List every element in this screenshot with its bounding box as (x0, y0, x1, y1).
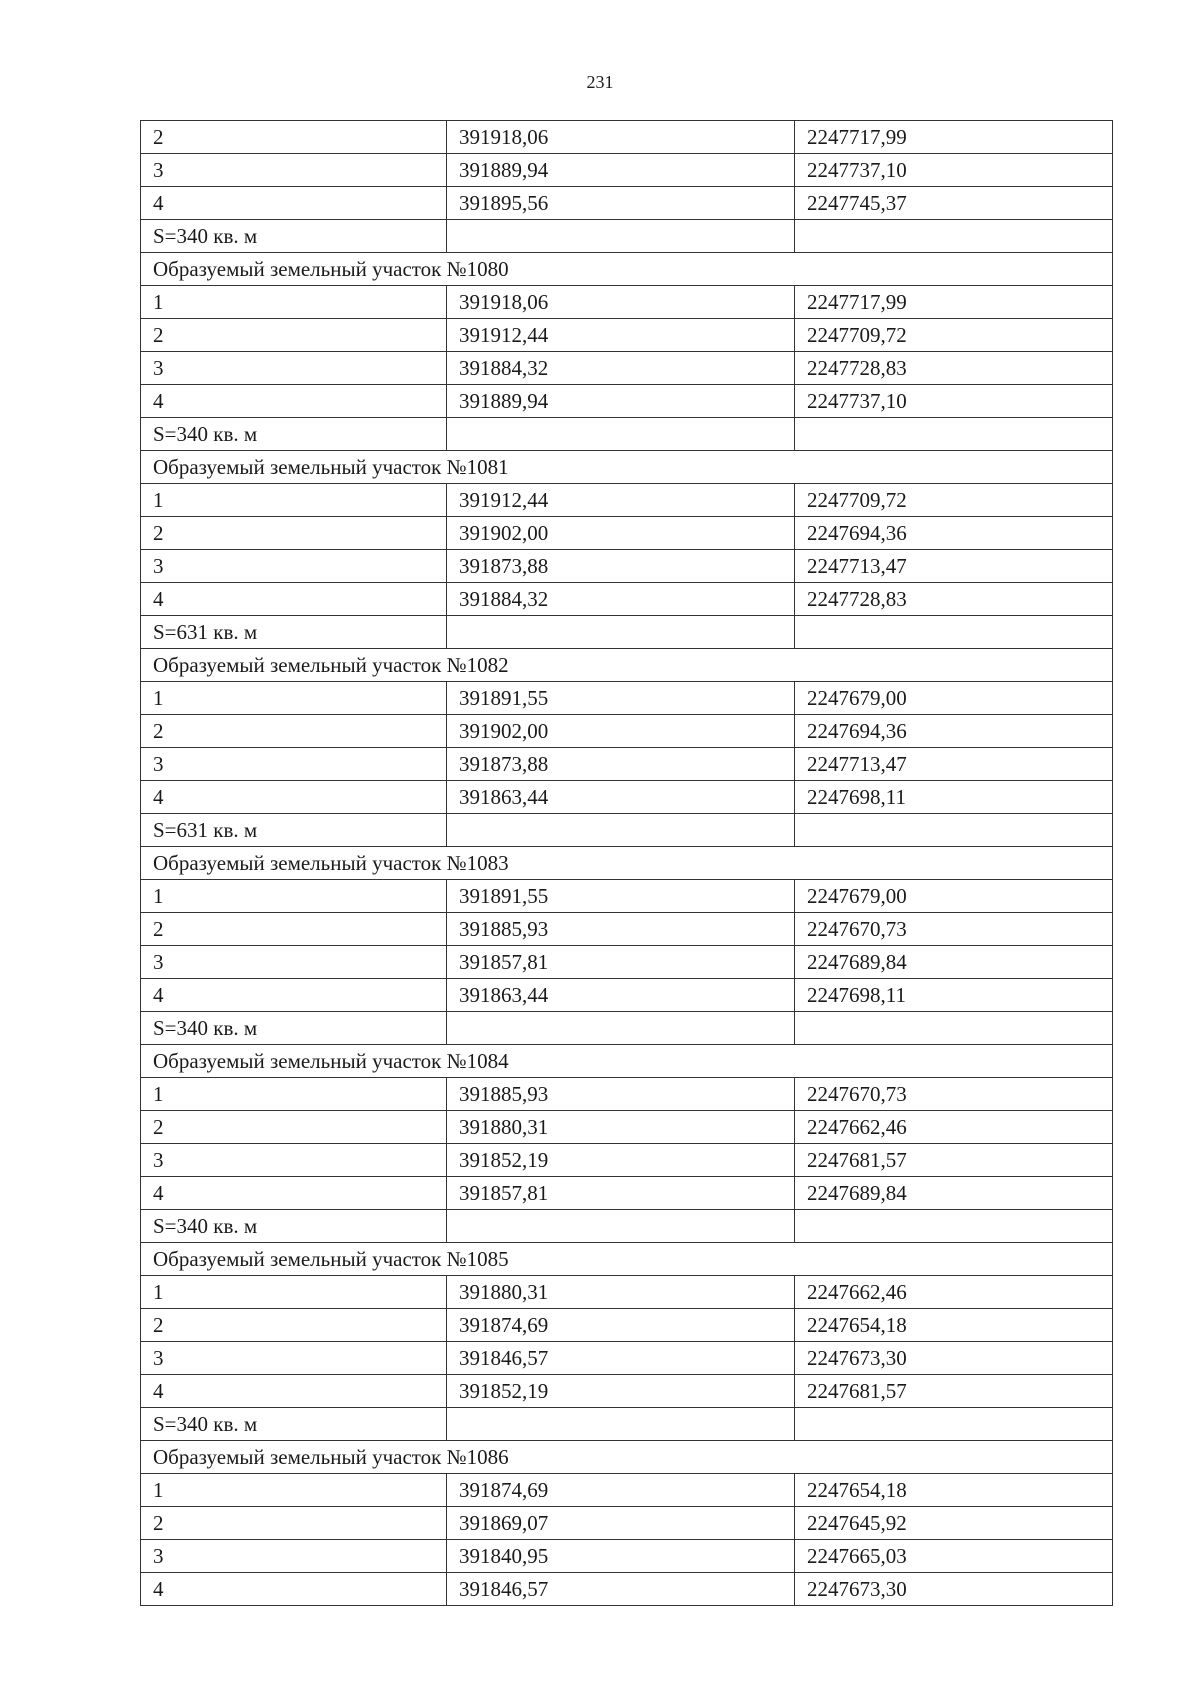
point-row (141, 352, 1113, 385)
point-number-cell: 4 (141, 979, 447, 1012)
y-coordinate-cell: 2247717,99 (795, 121, 1113, 154)
y-coordinate-cell: 2247670,73 (795, 1078, 1113, 1111)
x-coordinate-cell: 391902,00 (447, 715, 795, 748)
point-number-cell: 1 (141, 484, 447, 517)
point-number-cell: 1 (141, 286, 447, 319)
point-number-cell: 2 (141, 121, 447, 154)
x-coordinate-cell: 391863,44 (447, 781, 795, 814)
x-coordinate-cell: 391902,00 (447, 517, 795, 550)
point-row (141, 517, 1113, 550)
empty-cell (795, 220, 1113, 253)
y-coordinate-cell: 2247689,84 (795, 946, 1113, 979)
y-coordinate-cell: 2247665,03 (795, 1540, 1113, 1573)
y-coordinate-cell: 2247698,11 (795, 781, 1113, 814)
coordinates-table (140, 120, 1113, 1606)
x-coordinate-cell: 391869,07 (447, 1507, 795, 1540)
point-number-cell: 4 (141, 1375, 447, 1408)
area-row (141, 1210, 1113, 1243)
y-coordinate-cell: 2247717,99 (795, 286, 1113, 319)
page-number: 231 (586, 72, 614, 92)
point-number-cell: 2 (141, 1309, 447, 1342)
x-coordinate-cell: 391912,44 (447, 484, 795, 517)
parcel-header-row (141, 253, 1113, 286)
point-row (141, 187, 1113, 220)
y-coordinate-cell: 2247679,00 (795, 682, 1113, 715)
y-coordinate-cell: 2247681,57 (795, 1375, 1113, 1408)
parcel-header-row (141, 451, 1113, 484)
x-coordinate-cell: 391873,88 (447, 748, 795, 781)
parcel-title: Образуемый земельный участок №1085 (141, 1243, 1113, 1276)
point-row (141, 1276, 1113, 1309)
empty-cell (447, 616, 795, 649)
y-coordinate-cell: 2247713,47 (795, 748, 1113, 781)
point-row (141, 682, 1113, 715)
y-coordinate-cell: 2247694,36 (795, 715, 1113, 748)
x-coordinate-cell: 391885,93 (447, 913, 795, 946)
point-row (141, 1144, 1113, 1177)
area-row (141, 1012, 1113, 1045)
y-coordinate-cell: 2247713,47 (795, 550, 1113, 583)
y-coordinate-cell: 2247737,10 (795, 154, 1113, 187)
y-coordinate-cell: 2247698,11 (795, 979, 1113, 1012)
point-number-cell: 3 (141, 550, 447, 583)
area-cell: S=631 кв. м (141, 814, 447, 847)
y-coordinate-cell: 2247654,18 (795, 1474, 1113, 1507)
empty-cell (795, 1408, 1113, 1441)
parcel-header-row (141, 1243, 1113, 1276)
area-cell: S=340 кв. м (141, 418, 447, 451)
x-coordinate-cell: 391918,06 (447, 286, 795, 319)
empty-cell (795, 1210, 1113, 1243)
x-coordinate-cell: 391857,81 (447, 1177, 795, 1210)
y-coordinate-cell: 2247737,10 (795, 385, 1113, 418)
x-coordinate-cell: 391880,31 (447, 1276, 795, 1309)
point-number-cell: 4 (141, 187, 447, 220)
point-row (141, 286, 1113, 319)
x-coordinate-cell: 391852,19 (447, 1144, 795, 1177)
point-number-cell: 2 (141, 319, 447, 352)
point-row (141, 913, 1113, 946)
y-coordinate-cell: 2247709,72 (795, 484, 1113, 517)
point-row (141, 1111, 1113, 1144)
empty-cell (447, 1012, 795, 1045)
parcel-title: Образуемый земельный участок №1084 (141, 1045, 1113, 1078)
point-number-cell: 4 (141, 583, 447, 616)
y-coordinate-cell: 2247645,92 (795, 1507, 1113, 1540)
point-number-cell: 4 (141, 1573, 447, 1606)
y-coordinate-cell: 2247694,36 (795, 517, 1113, 550)
y-coordinate-cell: 2247745,37 (795, 187, 1113, 220)
parcel-header-row (141, 1441, 1113, 1474)
x-coordinate-cell: 391840,95 (447, 1540, 795, 1573)
y-coordinate-cell: 2247679,00 (795, 880, 1113, 913)
empty-cell (447, 814, 795, 847)
area-row (141, 220, 1113, 253)
empty-cell (795, 1012, 1113, 1045)
point-number-cell: 1 (141, 1276, 447, 1309)
point-number-cell: 2 (141, 913, 447, 946)
point-number-cell: 1 (141, 1474, 447, 1507)
point-number-cell: 2 (141, 517, 447, 550)
x-coordinate-cell: 391889,94 (447, 154, 795, 187)
x-coordinate-cell: 391846,57 (447, 1573, 795, 1606)
point-row (141, 715, 1113, 748)
x-coordinate-cell: 391874,69 (447, 1309, 795, 1342)
parcel-title: Образуемый земельный участок №1081 (141, 451, 1113, 484)
x-coordinate-cell: 391885,93 (447, 1078, 795, 1111)
point-number-cell: 3 (141, 1342, 447, 1375)
point-row (141, 781, 1113, 814)
area-cell: S=340 кв. м (141, 1408, 447, 1441)
point-number-cell: 4 (141, 1177, 447, 1210)
empty-cell (447, 1210, 795, 1243)
y-coordinate-cell: 2247670,73 (795, 913, 1113, 946)
point-row (141, 154, 1113, 187)
area-row (141, 814, 1113, 847)
parcel-title: Образуемый земельный участок №1080 (141, 253, 1113, 286)
parcel-header-row (141, 847, 1113, 880)
x-coordinate-cell: 391884,32 (447, 583, 795, 616)
point-row (141, 121, 1113, 154)
empty-cell (447, 418, 795, 451)
point-row (141, 1309, 1113, 1342)
x-coordinate-cell: 391891,55 (447, 682, 795, 715)
point-row (141, 880, 1113, 913)
area-cell: S=340 кв. м (141, 1210, 447, 1243)
point-number-cell: 3 (141, 946, 447, 979)
point-row (141, 550, 1113, 583)
y-coordinate-cell: 2247662,46 (795, 1276, 1113, 1309)
x-coordinate-cell: 391918,06 (447, 121, 795, 154)
area-cell: S=340 кв. м (141, 220, 447, 253)
point-number-cell: 3 (141, 748, 447, 781)
parcel-header-row (141, 649, 1113, 682)
x-coordinate-cell: 391884,32 (447, 352, 795, 385)
area-row (141, 1408, 1113, 1441)
x-coordinate-cell: 391863,44 (447, 979, 795, 1012)
point-number-cell: 1 (141, 682, 447, 715)
area-cell: S=340 кв. м (141, 1012, 447, 1045)
point-number-cell: 3 (141, 352, 447, 385)
x-coordinate-cell: 391857,81 (447, 946, 795, 979)
point-row (141, 1540, 1113, 1573)
point-number-cell: 3 (141, 1540, 447, 1573)
point-number-cell: 3 (141, 154, 447, 187)
point-row (141, 979, 1113, 1012)
y-coordinate-cell: 2247662,46 (795, 1111, 1113, 1144)
y-coordinate-cell: 2247681,57 (795, 1144, 1113, 1177)
point-row (141, 1507, 1113, 1540)
point-row (141, 1573, 1113, 1606)
x-coordinate-cell: 391846,57 (447, 1342, 795, 1375)
area-row (141, 616, 1113, 649)
y-coordinate-cell: 2247728,83 (795, 352, 1113, 385)
x-coordinate-cell: 391895,56 (447, 187, 795, 220)
x-coordinate-cell: 391889,94 (447, 385, 795, 418)
point-row (141, 1474, 1113, 1507)
point-number-cell: 4 (141, 385, 447, 418)
x-coordinate-cell: 391874,69 (447, 1474, 795, 1507)
point-row (141, 1375, 1113, 1408)
area-row (141, 418, 1113, 451)
point-row (141, 583, 1113, 616)
y-coordinate-cell: 2247673,30 (795, 1573, 1113, 1606)
point-row (141, 319, 1113, 352)
empty-cell (447, 1408, 795, 1441)
point-number-cell: 1 (141, 880, 447, 913)
y-coordinate-cell: 2247689,84 (795, 1177, 1113, 1210)
empty-cell (795, 418, 1113, 451)
y-coordinate-cell: 2247673,30 (795, 1342, 1113, 1375)
point-row (141, 1078, 1113, 1111)
parcel-header-row (141, 1045, 1113, 1078)
point-number-cell: 1 (141, 1078, 447, 1111)
x-coordinate-cell: 391880,31 (447, 1111, 795, 1144)
parcel-title: Образуемый земельный участок №1086 (141, 1441, 1113, 1474)
parcel-title: Образуемый земельный участок №1082 (141, 649, 1113, 682)
point-row (141, 484, 1113, 517)
x-coordinate-cell: 391891,55 (447, 880, 795, 913)
point-row (141, 748, 1113, 781)
point-number-cell: 2 (141, 715, 447, 748)
point-number-cell: 2 (141, 1111, 447, 1144)
coordinates-table-body (141, 121, 1113, 1606)
area-cell: S=631 кв. м (141, 616, 447, 649)
point-row (141, 1177, 1113, 1210)
empty-cell (795, 814, 1113, 847)
point-row (141, 946, 1113, 979)
point-number-cell: 2 (141, 1507, 447, 1540)
x-coordinate-cell: 391912,44 (447, 319, 795, 352)
y-coordinate-cell: 2247728,83 (795, 583, 1113, 616)
point-row (141, 385, 1113, 418)
x-coordinate-cell: 391873,88 (447, 550, 795, 583)
parcel-title: Образуемый земельный участок №1083 (141, 847, 1113, 880)
point-number-cell: 3 (141, 1144, 447, 1177)
empty-cell (795, 616, 1113, 649)
x-coordinate-cell: 391852,19 (447, 1375, 795, 1408)
point-number-cell: 4 (141, 781, 447, 814)
y-coordinate-cell: 2247709,72 (795, 319, 1113, 352)
point-row (141, 1342, 1113, 1375)
y-coordinate-cell: 2247654,18 (795, 1309, 1113, 1342)
empty-cell (447, 220, 795, 253)
